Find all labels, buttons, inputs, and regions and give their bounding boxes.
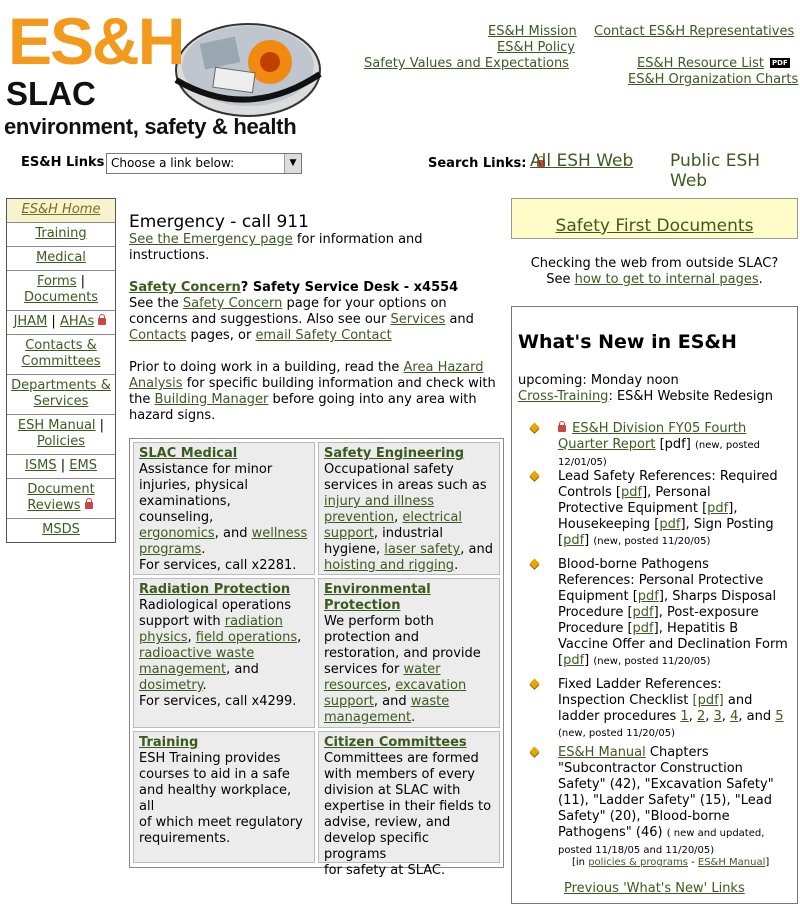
policies-programs-link[interactable]: policies & programs [588,857,688,868]
news-item [558,745,794,859]
news-item [558,421,794,471]
management-link[interactable]: management [139,662,227,677]
jham-link[interactable]: JHAM [13,314,48,329]
sidebar-item-manual [7,415,115,455]
lock-icon [85,502,93,509]
news-text: Equipment [ [558,589,638,604]
cell-text: , industrial [373,526,443,541]
cell-text: requirements. [139,831,231,846]
pdf-link[interactable]: pdf [637,589,659,604]
separator: | [95,418,105,433]
outside-text: See [546,272,575,287]
cell-text: Committees are formed [324,751,479,766]
emergency-text [129,232,499,264]
grid-cell-radiation [133,578,315,728]
cell-text: injuries, physical [139,478,248,493]
prior-text: for specific building information and check with [182,376,496,391]
committees-text: Committees [21,354,101,369]
news-text: (11), "Ladder Safety" (15), "Lead [558,793,772,808]
electrical-link[interactable]: electrical [402,510,462,525]
cell-text: , [394,510,403,525]
dosimetry-link[interactable]: dosimetry [139,678,203,693]
bullet-diamond-icon [530,679,540,689]
grid-cell-engineering [318,442,500,575]
news-text: ], Hepatitis B [653,621,739,636]
procedure-5-link[interactable]: 5 [775,709,784,724]
title-line: Protection [324,598,401,613]
upcoming-block [518,373,773,405]
prior-text: hazard signs. [129,408,216,423]
cell-text: with members of every [324,767,475,782]
programs-link[interactable]: programs [139,542,202,557]
resource-list-row [637,56,790,72]
cell-text: . [201,542,206,557]
separator: | [47,314,60,329]
news-item [558,469,794,550]
cell-text: , and [226,662,259,677]
news-text: ], Post-exposure [653,605,759,620]
title-line: Environmental [324,582,431,597]
resource-list-link[interactable]: ES&H Resource List [637,56,764,71]
physics-link[interactable]: physics [139,630,188,645]
cell-text: , [187,630,196,645]
safety-engineering-link[interactable]: Safety Engineering [324,446,465,461]
documents-link[interactable]: Documents [23,290,99,305]
upcoming-text: upcoming: Monday noon [518,373,679,388]
cell-text: services for [324,662,404,677]
sidebar-nav [6,198,116,543]
lock-icon [98,318,106,325]
search-all-esh-web-link[interactable]: All ESH Web [530,151,634,171]
contacts-committees-link[interactable] [22,338,101,369]
logo-slac-text: SLAC [6,75,96,112]
org-charts-link[interactable]: ES&H Organization Charts [628,72,799,87]
sidebar-item-departments [7,375,115,415]
posted-date: (new, posted [694,440,760,451]
cell-text: examinations, counseling, [139,494,231,525]
cell-text: for safety at SLAC. [324,863,446,878]
pdf-link[interactable]: pdf [659,517,681,532]
news-text: Blood-borne Pathogens [558,557,709,572]
reviews-text: Reviews [27,498,81,513]
cell-text: ESH Training provides [139,751,281,766]
outside-slac-note [511,256,798,288]
sidebar-item-medical [7,247,115,271]
posted-date: (new, posted 11/20/05) [593,656,711,667]
news-text: and [723,693,753,708]
news-text: ], Personal [642,485,711,500]
posted-date: (new, posted 11/20/05) [593,536,711,547]
cell-text: courses to aid in a safe [139,767,290,782]
services-link[interactable]: Services [390,312,446,327]
prior-work-block [129,360,501,424]
msds-link[interactable]: MSDS [42,522,80,537]
bullet-diamond-icon [530,559,540,569]
waste-link[interactable]: waste [410,694,450,709]
news-text: "Subcontractor Construction [558,761,743,776]
safety-first-box [511,198,798,239]
esh-manual-news-link[interactable]: ES&H Manual [558,745,646,760]
resources-link[interactable]: resources [324,678,388,693]
esh-logo[interactable] [2,4,322,138]
radiation-physics-link[interactable]: radiation [224,614,283,629]
email-safety-contact-link[interactable]: email Safety Contact [255,328,392,343]
news-text: Pathogens" (46) [558,825,667,840]
sidebar-item-reviews [7,479,115,519]
logo-subtitle: environment, safety & health [4,114,297,139]
pdf-link[interactable]: pdf [620,485,643,500]
procedure-1-link[interactable]: 1 [680,709,689,724]
chevron-down-icon[interactable]: ▼ [284,154,301,173]
pdf-link[interactable]: pdf [563,653,585,668]
cross-training-text: : ES&H Website Redesign [608,389,773,404]
news-text: References: Personal Protective [558,573,764,588]
news-text: ], Sign Posting [680,517,774,532]
in-policies-line [572,857,769,868]
radiation-protection-link[interactable]: Radiation Protection [139,582,291,597]
cell-text: hygiene, [324,542,385,557]
internal-pages-link[interactable]: how to get to internal pages [574,272,759,287]
concern-text: page for your options on [282,296,447,311]
cell-text: . [454,558,459,573]
cell-text: advise, review, and [324,815,451,830]
news-text: Fixed Ladder References: [558,677,722,692]
cell-text: Assistance for minor [139,462,273,477]
search-public-esh-web-link[interactable]: Public ESH Web [670,151,761,191]
previous-whats-new-link[interactable]: Previous 'What's New' Links [564,881,745,896]
esh-links-dropdown[interactable] [106,153,302,174]
cell-text: , [387,678,396,693]
emergency-text-2: instructions. [129,248,210,263]
safety-concern-page-link[interactable]: Safety Concern [182,296,283,311]
cell-text: division at SLAC with [324,783,461,798]
safety-concern-block [129,280,501,344]
esh-manual-link[interactable]: ESH Manual [17,418,96,433]
safety-values-link[interactable]: Safety Values and Expectations [364,56,569,71]
support-link[interactable]: support [324,526,374,541]
pdf-link[interactable]: [pdf] [692,693,724,708]
safety-service-desk: ? Safety Service Desk - x4554 [240,280,459,295]
pdf-icon[interactable]: PDF [772,59,788,67]
services-text: Services [33,394,89,409]
hoisting-rigging-link[interactable]: hoisting and rigging [324,558,455,573]
cell-text: We perform both [324,614,434,629]
news-text: ], Sharps Disposal [658,589,777,604]
outside-text: . [758,272,763,287]
pdf-link[interactable]: pdf [632,621,654,636]
news-item: Fixed Ladder References: Inspection Checklist [pdf] and ladder procedures 1, 2, 3, 4, and 5 (new, posted 11/20/05) [558,677,794,742]
news-text: Protective Equipment [ [558,501,708,516]
quarter-report-link[interactable]: Quarter Report [558,437,656,452]
news-text: Safety" (42), "Excavation Safety" [558,777,774,792]
in-text: - [687,857,698,868]
cell-text: Occupational safety [324,462,454,477]
news-text: [ [558,533,564,548]
news-text: Procedure [ [558,605,633,620]
cell-text: . [411,710,416,725]
pdf-link[interactable]: pdf [632,605,654,620]
procedure-2-link[interactable]: 2 [696,709,706,724]
prior-text: the [129,392,155,407]
cell-text: restoration, and provide [324,646,481,661]
emergency-text-1: for information and [292,232,423,247]
news-text: ] [584,653,594,668]
document-text: Document [27,482,95,497]
whats-new-title: What's New in ES&H [518,331,737,353]
cell-text: For services, call x2281. [139,558,297,573]
waste-management-link[interactable]: management [324,710,412,725]
injury-illness-link[interactable]: injury and illness [324,494,435,509]
departments-services-link[interactable] [11,378,111,409]
separator: | [76,274,86,289]
bullet-diamond-icon [530,423,540,433]
concern-text: and [445,312,474,327]
news-text: Inspection Checklist [558,693,693,708]
excavation-link[interactable]: excavation [395,678,467,693]
slac-medical-link[interactable]: SLAC Medical [139,446,238,461]
news-text: Procedure [ [558,621,633,636]
concern-text: pages, or [186,328,256,343]
building-manager-link[interactable]: Building Manager [154,392,269,407]
concern-text: See the [129,296,183,311]
cell-text: protection and [324,630,419,645]
grid-cell-environmental [318,578,500,728]
outside-text: Checking the web from outside SLAC? [530,256,779,271]
fy05-report-link[interactable]: ES&H Division FY05 Fourth [572,421,747,436]
mission-link[interactable]: ES&H Mission [488,24,577,39]
grid-cell-medical [133,442,315,575]
radioactive-waste-link[interactable]: radioactive waste [139,646,255,661]
ahas-link[interactable]: AHAs [59,314,95,329]
cell-text: , and [460,542,493,557]
ergonomics-link[interactable]: ergonomics [139,526,215,541]
grid-cell-citizen [318,731,500,878]
citizen-committees-link[interactable]: Citizen Committees [324,735,467,750]
grid-cell-training [133,731,315,863]
excavation-support-link[interactable]: support [324,694,374,709]
sidebar-item-msds [7,519,115,542]
news-text: [pdf] [655,437,695,452]
cell-text: support with [139,614,225,629]
emergency-page-link[interactable]: See the Emergency page [129,232,293,247]
prevention-link[interactable]: prevention [324,510,395,525]
training-link[interactable]: Training [35,226,87,241]
logo-artwork [162,10,322,125]
sidebar-item-contacts [7,335,115,375]
cell-text: , [297,630,302,645]
news-text: ladder procedures [558,709,681,724]
logo-esh-text: ES&H [8,4,184,78]
news-text: Lead Safety References: Required [558,469,778,484]
emergency-heading: Emergency - call 911 [129,212,309,232]
policy-link[interactable]: ES&H Policy [497,40,575,55]
water-link[interactable]: water [403,662,441,677]
medical-link[interactable]: Medical [36,250,86,265]
news-text: Controls [ [558,485,621,500]
pdf-link[interactable]: pdf [563,533,585,548]
sidebar-item-home [7,199,115,223]
training-grid-link[interactable]: Training [139,735,199,750]
in-text: [in [572,857,589,868]
posted-date: (new, posted 11/20/05) [558,728,676,739]
posted-date: ( new and updated, [666,828,765,839]
cell-text: of which meet regulatory [139,815,303,830]
esh-manual-small-link[interactable]: ES&H Manual [697,857,766,868]
procedure-3-link[interactable]: 3 [713,709,722,724]
contacts-link[interactable]: Contacts [129,328,187,343]
cell-text: For services, call x4299. [139,694,297,709]
news-text: Vaccine Offer and Declination Form [558,637,788,652]
cell-text: expertise in their fields to [324,799,492,814]
area-hazard-link-1[interactable]: Area Hazard [403,360,484,375]
area-hazard-link-2[interactable]: Analysis [129,376,183,391]
cell-text: , and [214,526,252,541]
cell-text: and healthy workplace, all [139,783,292,814]
environmental-protection-link[interactable] [324,582,431,613]
sidebar-item-forms [7,271,115,311]
cross-training-link[interactable]: Cross-Training [518,389,609,404]
bullet-diamond-icon [530,747,540,757]
sidebar-item-isms [7,455,115,479]
news-text: ], [728,501,738,516]
ems-link[interactable]: EMS [69,458,97,473]
home-link[interactable]: ES&H Home [21,202,101,217]
laser-safety-link[interactable]: laser safety [384,542,461,557]
concern-text: concerns and suggestions. Also see our [129,312,391,327]
news-text: ] [584,533,594,548]
news-text: [ [558,653,564,668]
sidebar-item-jham [7,311,115,335]
whats-new-panel [511,306,798,904]
departments-text: Departments & [11,378,111,393]
contact-representatives-link[interactable]: Contact ES&H Representatives [594,24,795,39]
sidebar-item-training [7,223,115,247]
dropdown-value: Choose a link below: [111,156,235,170]
safety-concern-title-link[interactable]: Safety Concern [129,280,241,295]
wellness-link[interactable]: wellness [251,526,308,541]
search-links-text: Search Links: [428,156,527,171]
posted-date: posted 11/18/05 and 11/20/05) [558,845,715,856]
procedure-4-link[interactable]: 4 [730,709,739,724]
cell-text: . [202,678,207,693]
news-text: Housekeeping [ [558,517,660,532]
in-text: ] [765,857,770,868]
cell-text: , and [373,694,411,709]
news-text: Chapters [645,745,709,760]
prior-text: Prior to doing work in a building, read the [129,360,404,375]
news-text: Safety" (20), "Blood-borne [558,809,730,824]
safety-first-documents-link[interactable]: Safety First Documents [555,216,754,236]
bullet-diamond-icon [530,471,540,481]
contacts-text: Contacts & [25,338,97,353]
isms-link[interactable]: ISMS [25,458,57,473]
prior-text: before going into any area with [268,392,477,407]
field-operations-link[interactable]: field operations [195,630,298,645]
cell-text: services in areas such as [324,478,487,493]
lock-icon [558,425,566,432]
services-grid [129,438,504,878]
separator: | [56,458,70,473]
cell-text: Radiological operations [139,598,292,613]
esh-links-label: ES&H Links [21,155,105,170]
news-item [558,557,794,670]
posted-date: 12/01/05) [558,457,607,468]
policies-link[interactable]: Policies [36,434,86,449]
cell-text: develop specific programs [324,831,430,862]
pdf-link[interactable]: pdf [707,501,729,516]
forms-link[interactable]: Forms [36,274,77,289]
